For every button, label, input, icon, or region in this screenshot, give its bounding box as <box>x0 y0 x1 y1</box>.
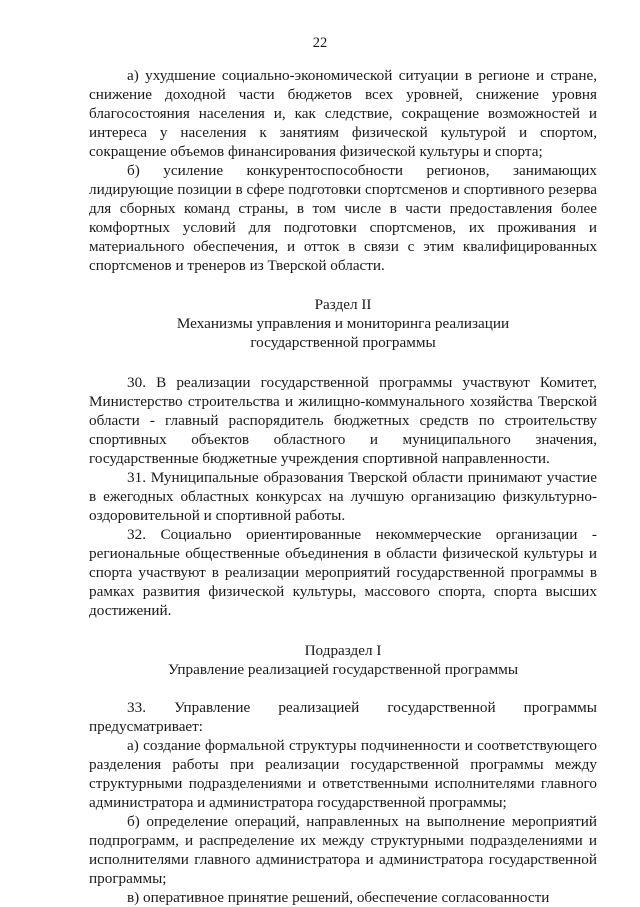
page-number: 22 <box>312 35 328 51</box>
paragraph-b-competitiveness: б) усиление конкурентоспособности регионов, занимающих лидирующие позиции в сфере подготовки спортсменов и спортивного резерва для сборных команд страны, в том числе в части предоставления более комфортных условий для подготовки спортсменов, их проживания и материального обеспечения, и отток в связи с этим квалифицированных спортсменов и тренеров из Тверской области. <box>89 162 597 274</box>
paragraph-33: 33. Управление реализацией государственной программы предусматривает: <box>89 699 597 735</box>
document-body <box>89 66 597 907</box>
section-label: Раздел II <box>314 296 372 313</box>
paragraph-33-a: а) создание формальной структуры подчиненности и соответствующего разделения работы при реализации государственной программы между структурными подразделениями и ответственными исполнителями главного администратора и администратора государственной программы; <box>89 737 597 811</box>
subsection-heading <box>89 641 597 679</box>
subsection-label: Подраздел I <box>304 642 382 659</box>
paragraph-30: 30. В реализации государственной программы участвуют Комитет, Министерство строительства и жилищно-коммунального хозяйства Тверской области - главный распорядитель бюджетных средств по строительству спортивных объектов областного и муниципального значения, государственные бюджетные учреждения спортивной направленности. <box>89 374 597 467</box>
section-title-line1: Механизмы управления и мониторинга реализации <box>176 315 510 332</box>
paragraph-31: 31. Муниципальные образования Тверской области принимают участие в ежегодных областных конкурсах на лучшую организацию физкультурно-оздоровительной и спортивной работы. <box>89 469 597 524</box>
paragraph-33-v: в) оперативное принятие решений, обеспечение согласованности <box>127 889 550 906</box>
section-title-line2: государственной программы <box>250 334 436 351</box>
paragraph-33-b: б) определение операций, направленных на выполнение мероприятий подпрограмм, и распределение их между структурными подразделениями и исполнителями главного администратора и администратора государственной программы; <box>89 813 597 887</box>
paragraph-a-deterioration: а) ухудшение социально-экономической ситуации в регионе и стране, снижение доходной части бюджетов всех уровней, снижение уровня благосостояния населения и, как следствие, сокращение возможностей и интереса у населения к занятиям физической культурой и спортом, сокращение объемов финансирования физической культуры и спорта; <box>89 67 597 160</box>
subsection-title: Управление реализацией государственной программы <box>167 661 519 678</box>
section-heading <box>89 295 597 352</box>
paragraph-32: 32. Социально ориентированные некоммерческие организации - региональные общественные объединения в области физической культуры и спорта участвуют в реализации мероприятий государственной программы в рамках развития физической культуры, массового спорта, спорта высших достижений. <box>89 526 597 619</box>
